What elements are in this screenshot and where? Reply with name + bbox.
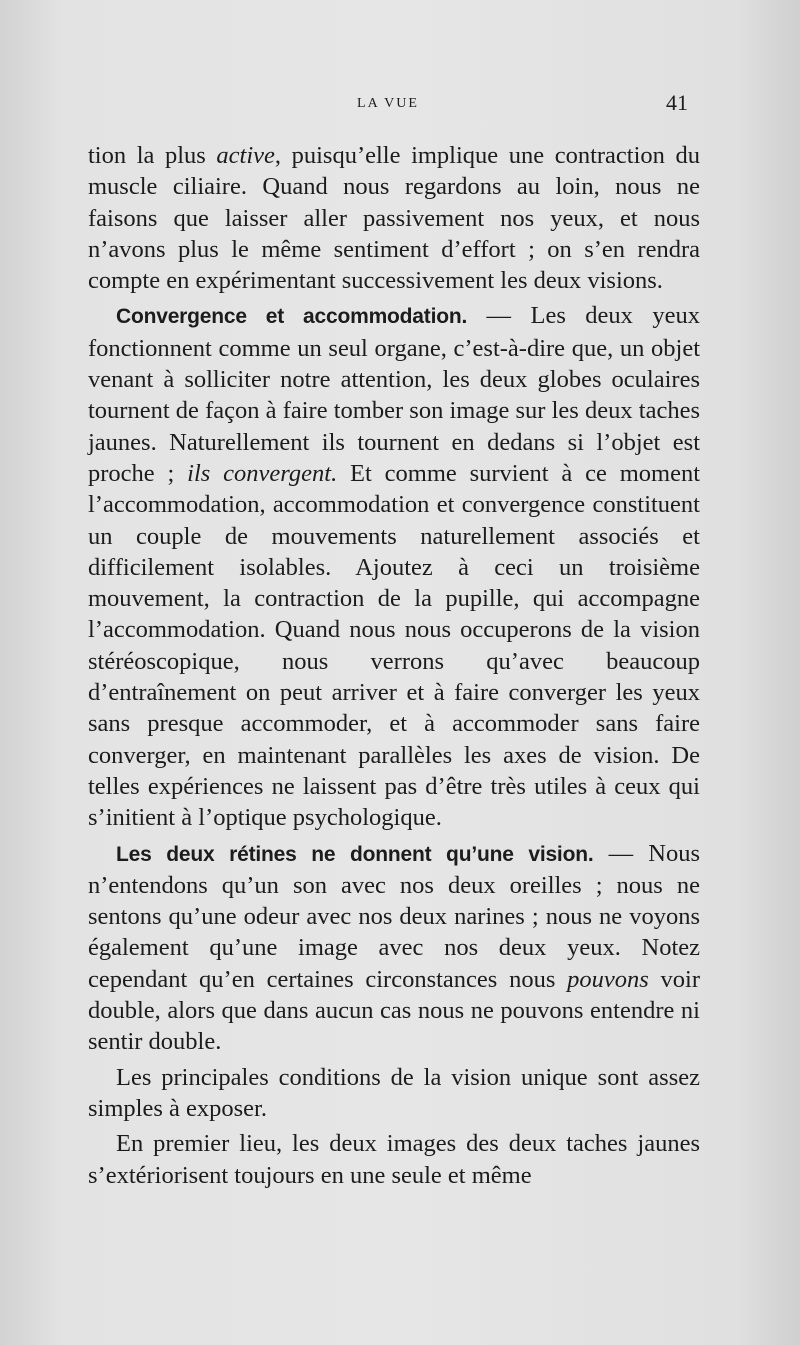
italic-segment: pouvons — [567, 965, 649, 993]
text-segment: Et comme survient à ce moment l’accommodation, accommodation et convergence constituent un couple de mouvements naturellement associés et difficilement isolables. Ajoutez à ceci un troisième mouvement, la contraction de la pupille, qui accompagne l’accommodation. Quand nous nous occuperons de la vision stéréoscopique, nous verrons qu’avec beaucoup d’entraînement on peut arriver et à faire converger les yeux sans presque accommoder, et à accommoder sans faire converger, en maintenant parallèles les axes de vision. De telles expériences ne laissent pas d’être très utiles à ceux qui s’initient à l’optique psychologique. — [88, 459, 700, 832]
text-segment: tion la plus — [88, 142, 217, 169]
body-text — [88, 140, 700, 1191]
section-lead-convergence: Convergence et accommodation. — [116, 305, 468, 329]
text-segment: En premier lieu, les deux images des deux taches jaunes s’extériorisent toujours en une seule et même — [88, 1130, 700, 1189]
text-segment: — Les deux yeux fonctionnent comme un seul organe, c’est-à-dire que, un objet venant à solliciter notre attention, les deux globes oculaires tournent de façon à faire tomber son image sur les deux taches jaunes. Naturellement ils tournent en dedans si l’objet est proche ; — [88, 302, 700, 487]
running-title: LA VUE — [357, 96, 419, 111]
italic-segment: active — [216, 142, 275, 169]
text-segment: , puisqu’elle implique une contraction du muscle ciliaire. Quand nous regardons au loin, nous ne faisons que laisser aller passivement nos yeux, et nous n’avons plus le même sentiment d’effort ; on s’en rendra compte en expérimentant successivement les deux visions. — [88, 142, 701, 295]
paragraph-5 — [88, 1128, 700, 1191]
italic-segment: ils convergent. — [187, 459, 338, 487]
paragraph-4 — [88, 1062, 700, 1125]
text-segment: Les principales conditions de la vision unique sont assez simples à exposer. — [88, 1063, 700, 1122]
section-lead-retines: Les deux rétines ne donnent qu’une vision. — [116, 842, 594, 866]
text-segment: voir double, alors que dans aucun cas nous ne pouvons entendre ni sentir double. — [88, 965, 701, 1056]
page-number: 41 — [666, 90, 688, 115]
text-segment: — Nous n’entendons qu’un son avec nos deux oreilles ; nous ne sentons qu’une odeur avec nos deux narines ; nous ne voyons également qu’une image avec nos deux yeux. Notez cependant qu’en certaines circonstances nous — [88, 839, 700, 993]
paragraph-3 — [88, 838, 700, 1058]
page-header — [88, 90, 688, 120]
paragraph-1 — [88, 140, 700, 296]
paragraph-2 — [88, 300, 700, 833]
